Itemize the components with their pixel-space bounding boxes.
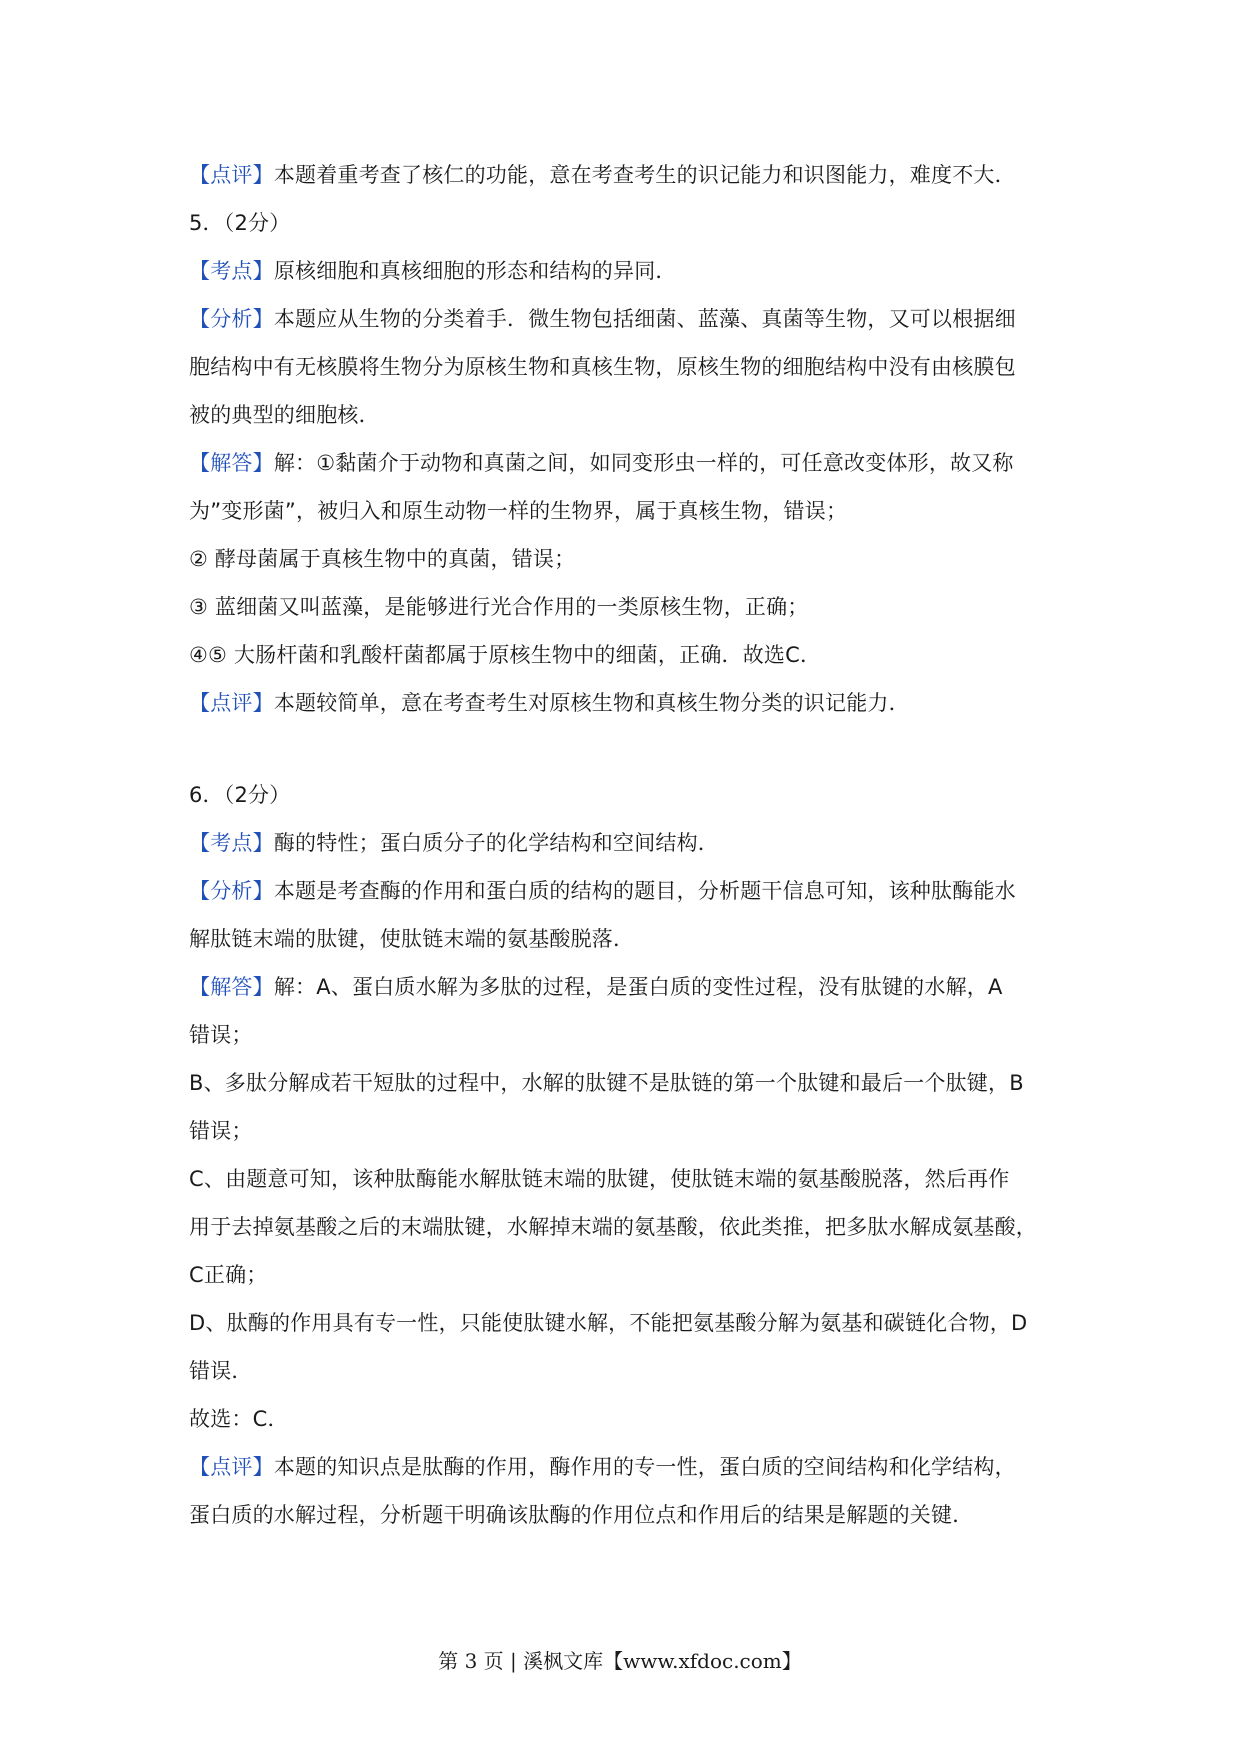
solution-line [189, 1068, 1069, 1098]
line-text: 6．（2分） [189, 783, 291, 807]
section-tag: 【点评】 [189, 1455, 274, 1479]
line-text: 被的典型的细胞核． [189, 403, 380, 427]
line-text: 本题的知识点是肽酶的作用，酶作用的专一性，蛋白质的空间结构和化学结构， [273, 1455, 1016, 1479]
section-tag: 【分析】 [189, 307, 274, 331]
knowledge-point-line [189, 828, 1069, 858]
section-tag: 【点评】 [189, 163, 274, 187]
review-line [189, 1452, 1069, 1482]
line-text: D、肽酶的作用具有专一性，只能使肽键水解，不能把氨基酸分解为氨基和碳链化合物，D [189, 1311, 1028, 1335]
line-text: 蛋白质的水解过程，分析题干明确该肽酶的作用位点和作用后的结果是解题的关键． [189, 1503, 974, 1527]
review-line [189, 688, 1069, 718]
solution-line [189, 592, 1069, 622]
solution-line [189, 1164, 1069, 1194]
section-tag: 【解答】 [189, 975, 274, 999]
solution-line [189, 1356, 1069, 1386]
question-heading [189, 208, 1069, 238]
line-text: 原核细胞和真核细胞的形态和结构的异同． [273, 259, 677, 283]
section-tag: 【考点】 [189, 831, 274, 855]
section-tag: 【解答】 [189, 451, 274, 475]
analysis-line [189, 352, 1069, 382]
solution-line [189, 448, 1069, 478]
question-heading [189, 780, 1069, 810]
line-text: 解肽链末端的肽键，使肽链末端的氨基酸脱落． [189, 927, 635, 951]
knowledge-point-line [189, 256, 1069, 286]
line-text: 本题着重考查了核仁的功能，意在考查考生的识记能力和识图能力，难度不大． [273, 163, 1016, 187]
solution-line [189, 1116, 1069, 1146]
line-text: 解：①黏菌介于动物和真菌之间，如同变形虫一样的，可任意改变体形，故又称 [273, 451, 1014, 475]
solution-line [189, 1212, 1069, 1242]
line-text: 故选：C． [189, 1407, 289, 1431]
review-line [189, 1500, 1069, 1530]
line-text: 酶的特性；蛋白质分子的化学结构和空间结构． [273, 831, 720, 855]
line-text: C正确； [189, 1263, 268, 1287]
line-text: 本题应从生物的分类着手．微生物包括细菌、蓝藻、真菌等生物，又可以根据细 [273, 307, 1016, 331]
solution-line [189, 1404, 1069, 1434]
solution-line [189, 1308, 1069, 1338]
line-text: ④⑤ 大肠杆菌和乳酸杆菌都属于原核生物中的细菌，正确．故选C． [189, 643, 822, 667]
solution-line [189, 972, 1069, 1002]
solution-line [189, 640, 1069, 670]
line-text: 错误． [189, 1359, 253, 1383]
line-text: 解：A、蛋白质水解为多肽的过程，是蛋白质的变性过程，没有肽键的水解，A [273, 975, 1003, 999]
analysis-line [189, 924, 1069, 954]
line-text: 为”变形菌”，被归入和原生动物一样的生物界，属于真核生物，错误； [189, 499, 848, 523]
analysis-line [189, 876, 1069, 906]
line-text: 错误； [189, 1023, 253, 1047]
solution-line [189, 1020, 1069, 1050]
line-text: ② 酵母菌属于真核生物中的真菌，错误； [189, 547, 576, 571]
line-text: 5．（2分） [189, 211, 291, 235]
review-line [189, 160, 1069, 190]
analysis-line [189, 304, 1069, 334]
page-footer: 第 3 页 | 溪枫文库【www.xfdoc.com】 [438, 1649, 802, 1673]
analysis-line [189, 400, 1069, 430]
line-text: ③ 蓝细菌又叫蓝藻，是能够进行光合作用的一类原核生物，正确； [189, 595, 809, 619]
line-text: 错误； [189, 1119, 253, 1143]
solution-line [189, 1260, 1069, 1290]
line-text: 用于去掉氨基酸之后的末端肽键，水解掉末端的氨基酸，依此类推，把多肽水解成氨基酸， [189, 1215, 1037, 1239]
section-tag: 【考点】 [189, 259, 274, 283]
line-text: B、多肽分解成若干短肽的过程中，水解的肽键不是肽链的第一个肽键和最后一个肽键，B [189, 1071, 1024, 1095]
line-text: 本题是考查酶的作用和蛋白质的结构的题目，分析题干信息可知，该种肽酶能水 [273, 879, 1016, 903]
solution-line [189, 544, 1069, 574]
solution-line [189, 496, 1069, 526]
section-tag: 【分析】 [189, 879, 274, 903]
line-text: 胞结构中有无核膜将生物分为原核生物和真核生物，原核生物的细胞结构中没有由核膜包 [189, 355, 1016, 379]
section-tag: 【点评】 [189, 691, 274, 715]
line-text: C、由题意可知，该种肽酶能水解肽链末端的肽键，使肽链末端的氨基酸脱落，然后再作 [189, 1167, 1010, 1191]
line-text: 本题较简单，意在考查考生对原核生物和真核生物分类的识记能力． [273, 691, 910, 715]
